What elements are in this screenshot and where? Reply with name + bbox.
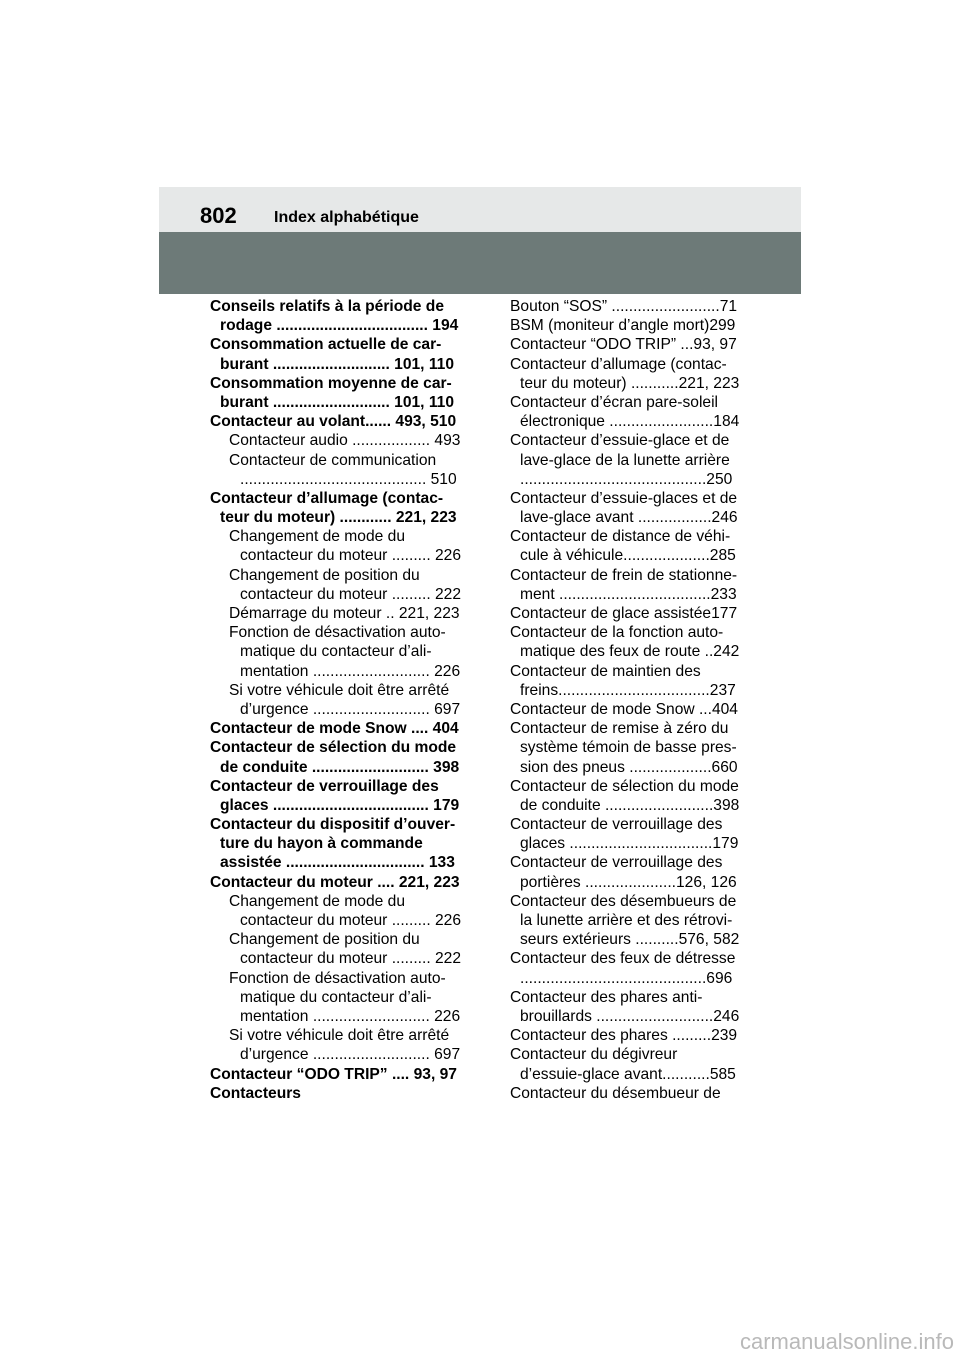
index-column-left bbox=[210, 297, 462, 1103]
index-entry-line: glaces .................................... 179 bbox=[220, 796, 460, 814]
index-entry-line: mentation ........................... 226 bbox=[240, 662, 461, 680]
index-entry-line: électronique ........................184 bbox=[520, 413, 740, 431]
index-entry-line: Si votre véhicule doit être arrêté bbox=[229, 1027, 450, 1045]
index-entry-line: Contacteur des feux de détresse bbox=[510, 950, 736, 968]
index-entry-line: Contacteur du dispositif d’ouver- bbox=[210, 816, 456, 834]
index-entry-line: Contacteur du moteur .... 221, 223 bbox=[210, 873, 460, 891]
index-entry-line: Bouton “SOS” .........................71 bbox=[510, 298, 738, 315]
section-band bbox=[159, 232, 801, 294]
index-entry-line: ...........................................250 bbox=[520, 470, 733, 488]
index-entry-line: Contacteur d’allumage (contac- bbox=[510, 355, 727, 373]
index-entry-line: Conseils relatifs à la période de bbox=[210, 298, 444, 315]
header-band bbox=[159, 187, 801, 232]
index-entry-line: burant ........................... 101, 110 bbox=[220, 355, 454, 373]
index-entry-line: lave-glace avant .................246 bbox=[520, 509, 738, 527]
index-entry-line: contacteur du moteur ......... 226 bbox=[240, 547, 462, 565]
index-entry-line: Contacteur des phares anti- bbox=[510, 988, 703, 1006]
index-entry-line: Contacteur de mode Snow .... 404 bbox=[210, 720, 459, 738]
index-entry-line: Contacteur d’écran pare-soleil bbox=[510, 393, 719, 411]
index-entry-line: Contacteur des phares .........239 bbox=[510, 1027, 738, 1045]
index-entry-line: Contacteurs bbox=[210, 1084, 301, 1102]
index-entry-line: glaces .................................179 bbox=[520, 835, 739, 853]
index-entry-line: portières .....................126, 126 bbox=[520, 873, 737, 891]
index-entry-line: système témoin de basse pres- bbox=[520, 739, 737, 757]
index-entry-line: Fonction de désactivation auto- bbox=[229, 969, 446, 987]
index-entry-line: Contacteur de sélection du mode bbox=[510, 777, 739, 795]
index-entry-line: Changement de mode du bbox=[229, 528, 405, 546]
index-entry-line: Contacteur de verrouillage des bbox=[210, 777, 439, 795]
index-entry-line: Contacteur du désembueur de bbox=[510, 1084, 721, 1102]
index-entry-line: Contacteur des désembueurs de bbox=[510, 892, 737, 910]
index-entry-line: Contacteur d’essuie-glaces et de bbox=[510, 489, 738, 507]
index-entry-line: burant ........................... 101, 110 bbox=[220, 393, 454, 411]
index-entry-line: d’urgence ........................... 697 bbox=[240, 1046, 461, 1064]
index-entry-line: Consommation moyenne de car- bbox=[210, 374, 452, 392]
index-entry-line: Changement de position du bbox=[229, 931, 420, 949]
index-entry-line: brouillards ...........................246 bbox=[520, 1007, 740, 1025]
index-column-right bbox=[510, 297, 743, 1103]
index-entry-line: Contacteur de sélection du mode bbox=[210, 739, 457, 757]
index-entry-line: Changement de position du bbox=[229, 566, 420, 584]
index-entry-line: Contacteur d’allumage (contac- bbox=[210, 489, 444, 507]
index-entry-line: Contacteur de communication bbox=[229, 451, 437, 469]
index-entry-line: d’essuie-glace avant...........585 bbox=[520, 1065, 736, 1083]
index-entry-line: Contacteur “ODO TRIP” .... 93, 97 bbox=[210, 1065, 457, 1083]
index-entry-line: matique du contacteur d’ali- bbox=[240, 988, 432, 1006]
index-entry-line: Si votre véhicule doit être arrêté bbox=[229, 681, 450, 699]
index-entry-line: Contacteur de remise à zéro du bbox=[510, 720, 729, 738]
index-entry-line: Contacteur de mode Snow ...404 bbox=[510, 700, 738, 718]
index-entry-line: cule à véhicule....................285 bbox=[520, 547, 736, 565]
index-entry-line: freins...................................237 bbox=[520, 681, 736, 699]
index-entry-line: matique du contacteur d’ali- bbox=[240, 643, 432, 661]
index-entry-line: Consommation actuelle de car- bbox=[210, 336, 442, 354]
index-entry-line: teur du moteur) ............ 221, 223 bbox=[220, 509, 457, 527]
index-entry-line: Contacteur de distance de véhi- bbox=[510, 528, 731, 546]
index-entry-line: Contacteur de frein de stationne- bbox=[510, 566, 738, 584]
index-entry-line: de conduite .........................398 bbox=[520, 796, 740, 814]
index-entry-line: Contacteur audio .................. 493 bbox=[229, 432, 461, 450]
index-entry-line: Contacteur de la fonction auto- bbox=[510, 624, 724, 642]
index-entry-line: de conduite ........................... 398 bbox=[220, 758, 460, 776]
index-entry-line: Contacteur au volant...... 493, 510 bbox=[210, 413, 457, 431]
index-entry-line: Fonction de désactivation auto- bbox=[229, 624, 446, 642]
index-entry-line: Contacteur de verrouillage des bbox=[510, 854, 723, 872]
index-entry-line: BSM (moniteur d’angle mort)299 bbox=[510, 317, 736, 335]
index-entry-line: seurs extérieurs ..........576, 582 bbox=[520, 931, 740, 949]
page-number: 802 bbox=[200, 203, 237, 228]
index-entry-line: ........................................... 510 bbox=[240, 470, 457, 488]
index-entry-line: Démarrage du moteur .. 221, 223 bbox=[229, 605, 460, 622]
index-entry-line: Contacteur de verrouillage des bbox=[510, 816, 723, 834]
index-entry-line: mentation ........................... 226 bbox=[240, 1007, 461, 1025]
index-entry-line: matique des feux de route ..242 bbox=[520, 643, 740, 661]
index-entry-line: Changement de mode du bbox=[229, 892, 405, 910]
index-entry-line: la lunette arrière et des rétrovi- bbox=[520, 912, 733, 929]
index-entry-line: Contacteur du dégivreur bbox=[510, 1046, 678, 1064]
index-entry-line: lave-glace de la lunette arrière bbox=[520, 451, 730, 469]
index-entry-line: ...........................................696 bbox=[520, 969, 733, 987]
watermark: carmanualsonline.info bbox=[739, 1329, 954, 1354]
index-entry-line: Contacteur de glace assistée177 bbox=[510, 605, 738, 622]
index-entry-line: contacteur du moteur ......... 222 bbox=[240, 950, 462, 968]
index-entry-line: ment ...................................233 bbox=[520, 585, 737, 603]
index-entry-line: Contacteur “ODO TRIP” ...93, 97 bbox=[510, 336, 737, 354]
index-entry-line: d’urgence ........................... 697 bbox=[240, 700, 461, 718]
index-entry-line: contacteur du moteur ......... 222 bbox=[240, 585, 462, 603]
page-title: Index alphabétique bbox=[274, 209, 419, 226]
index-entry-line: ture du hayon à commande bbox=[220, 835, 423, 853]
index-entry-line: Contacteur de maintien des bbox=[510, 662, 701, 680]
index-entry-line: assistée ................................ 133 bbox=[220, 854, 455, 872]
index-entry-line: teur du moteur) ...........221, 223 bbox=[520, 374, 740, 392]
index-entry-line: sion des pneus ...................660 bbox=[520, 758, 738, 776]
index-entry-line: Contacteur d’essuie-glace et de bbox=[510, 432, 730, 450]
index-entry-line: contacteur du moteur ......... 226 bbox=[240, 912, 462, 929]
index-entry-line: rodage ................................... 194 bbox=[220, 317, 459, 335]
